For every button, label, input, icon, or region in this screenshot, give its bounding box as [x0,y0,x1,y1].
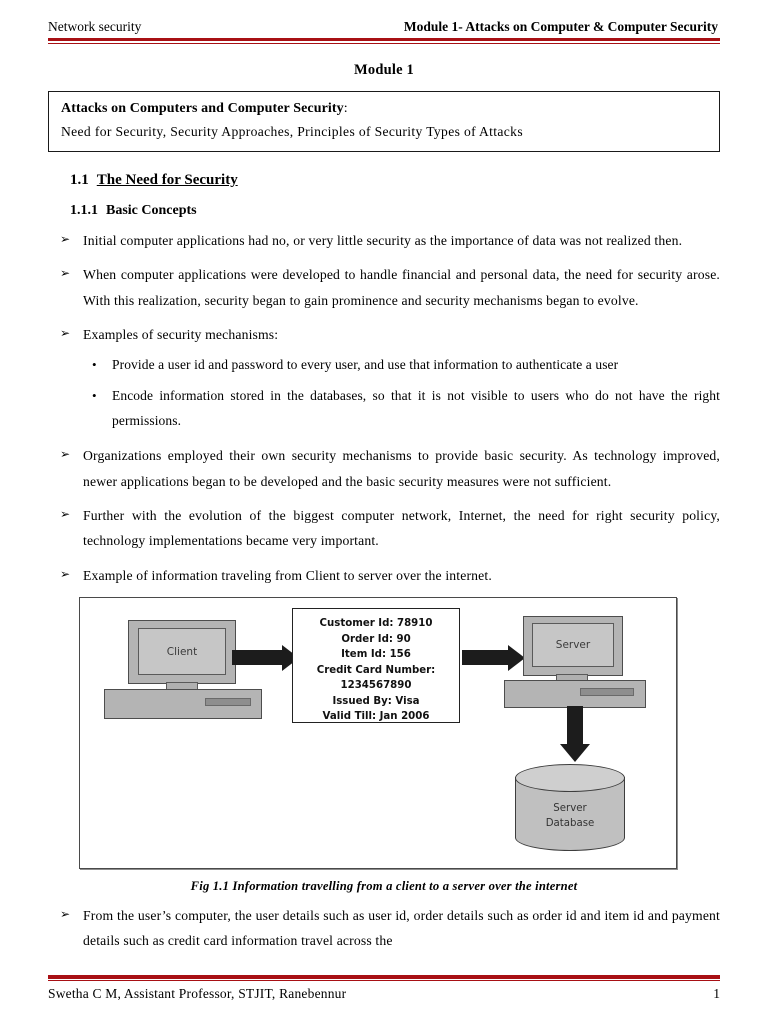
footer-row [48,986,720,1002]
server-screen [532,623,614,667]
client-screen-label: Client [166,645,198,658]
data-line: Credit Card Number: [316,664,436,676]
list-item-text: From the user’s computer, the user details such as user id, order details such as order id and item id and payment details such as credit card information travel across the [83,908,720,949]
server-base-slot [580,688,634,696]
arrow-bullet-icon: ➢ [60,232,71,246]
section-heading [70,172,720,189]
section-number: 1.1 [70,172,89,188]
arrow-bullet-icon: ➢ [60,266,71,281]
list-item-text: Example of information traveling from Client to server over the internet. [83,567,492,583]
topic-box-subtitle: Need for Security, Security Approaches, Principles of Security Types of Attacks [61,124,523,139]
arrow-shaft [567,706,583,746]
list-item-text: Encode information stored in the databases, so that it is not visible to users who do not have the right permissions. [112,388,720,429]
header-row [48,20,720,35]
page-footer [48,972,720,1002]
server-screen-label: Server [555,639,591,651]
header-left-text: Network security [48,19,142,34]
bullet-list-sub [78,353,720,434]
subsection-heading [70,203,720,219]
arrow-bullet-icon: ➢ [60,907,71,921]
dot-bullet-icon: • [92,357,97,373]
topic-box-heading-colon: : [343,101,348,116]
topic-box [48,91,720,152]
list-item [48,563,720,588]
cylinder-label-line2: Database [545,817,595,829]
topic-box-heading-text: Attacks on Computers and Computer Security [61,101,344,116]
server-database-cylinder [515,764,625,856]
list-item [48,228,720,253]
cylinder-label-line1: Server [553,803,587,814]
list-item [48,903,720,954]
subsection-number: 1.1.1 [70,203,98,218]
arrow-head [560,744,590,762]
header-rule-thin [48,43,720,44]
client-base-slot [205,698,251,706]
section-title: The Need for Security [96,172,238,188]
list-item [78,353,720,378]
data-line: 1234567890 [340,680,412,691]
figure-caption: Fig 1.1 Information travelling from a client to a server over the internet [190,879,578,893]
list-item-text: Organizations employed their own security mechanisms to provide basic security. As technology improved, newer applications began to be developed and the basic security measures were not sufficient. [83,448,720,489]
bullet-list-main-3 [48,903,720,954]
data-line: Valid Till: Jan 2006 [322,711,430,722]
cylinder-label [515,802,625,832]
sub-bullet-wrapper [78,353,720,434]
list-item [78,384,720,434]
data-line: Item Id: 156 [341,649,411,660]
header-rule [48,38,720,44]
page-number: 1 [713,986,720,1001]
footer-rule-thin [48,980,720,981]
data-line: Order Id: 90 [341,633,411,645]
list-item [48,322,720,347]
list-item-text: Further with the evolution of the biggest computer network, Internet, the need for right security policy, technology implementations became very important. [83,507,720,549]
list-item-text: When computer applications were developed to handle financial and personal data, the need for security arose. With this realization, security began to gain prominence and security mechanisms began to evolve. [83,267,720,308]
arrow-bullet-icon: ➢ [60,326,71,341]
arrow-bullet-icon: ➢ [60,447,71,462]
bullet-list-main [48,228,720,347]
list-item-text: Examples of security mechanisms: [83,327,279,343]
dot-bullet-icon: • [92,388,97,404]
list-item-text: Provide a user id and password to every user, and use that information to authenticate a user [112,357,619,373]
list-item [48,503,720,554]
bullet-list-main-2 [48,443,720,588]
arrow-shaft [462,650,510,665]
footer-rule [48,975,720,981]
list-item [48,262,720,313]
footer-author-text: Swetha C M, Assistant Professor, STJIT, Ranebennur [48,986,347,1001]
client-screen [138,628,226,675]
list-item-text: Initial computer applications had no, or very little security as the importance of data was not realized then. [83,233,683,248]
list-item [48,443,720,494]
arrow-bullet-icon: ➢ [60,506,71,521]
page-header [48,0,720,50]
subsection-title: Basic Concepts [106,203,197,218]
arrow-shaft [232,650,284,665]
footer-rule-thick [48,975,720,979]
data-packet-box [292,608,460,723]
topic-box-heading [61,101,707,117]
arrow-bullet-icon: ➢ [60,566,71,581]
data-line: Issued By: Visa [332,695,420,707]
data-line: Customer Id: 78910 [319,618,433,629]
header-right-text: Module 1- Attacks on Computer & Computer Security [403,19,718,34]
cylinder-top [515,764,625,792]
header-rule-thick [48,38,720,42]
figure-diagram [79,597,677,869]
module-title: Module 1 [353,62,414,78]
